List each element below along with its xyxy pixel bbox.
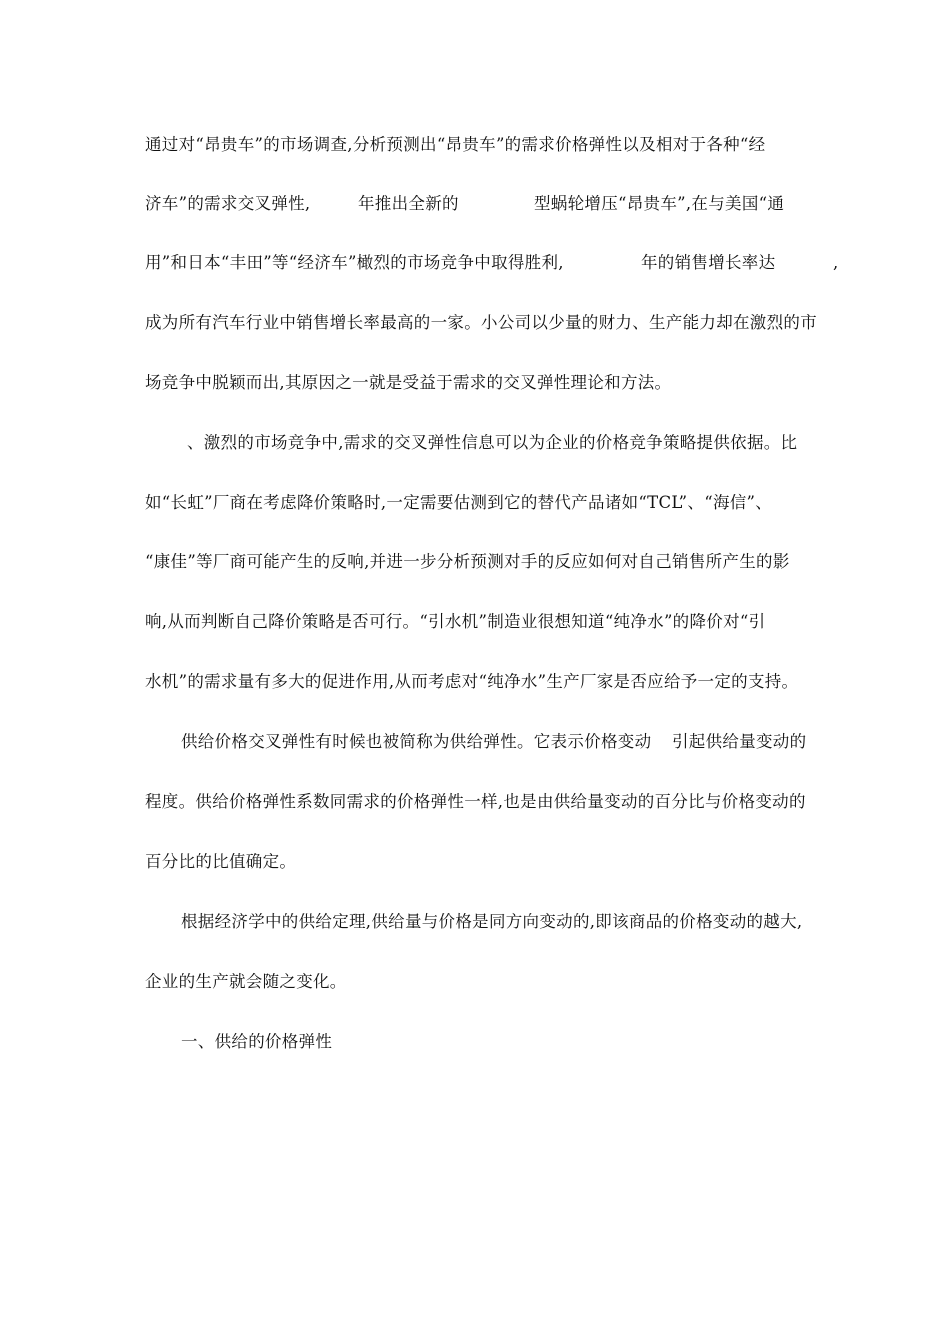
text-line: 企业的生产就会随之变化。 [145, 972, 347, 991]
text-segment: 供给价格交叉弹性有时候也被简称为供给弹性。它表示价格变动 [181, 732, 652, 751]
text-line: 响,从而判断自己降价策略是否可行。“引水机”制造业很想知道“纯净水”的降价对“引 [145, 612, 766, 631]
text-line: “康佳”等厂商可能产生的反响,并进一步分析预测对手的反应如何对自己销售所产生的影 [145, 552, 790, 571]
text-line: 根据经济学中的供给定理,供给量与价格是同方向变动的,即该商品的价格变动的越大, [181, 912, 803, 931]
text-line: 水机”的需求量有多大的促进作用,从而考虑对“纯净水”生产厂家是否应给予一定的支持。 [145, 672, 799, 691]
text-line: 程度。供给价格弹性系数同需求的价格弹性一样,也是由供给量变动的百分比与价格变动的 [145, 792, 806, 811]
text-segment: 型蜗轮增压“昂贵车”,在与美国“通 [534, 194, 785, 213]
text-line [145, 193, 845, 215]
text-line: 成为所有汽车行业中销售增长率最高的一家。小公司以少量的财力、生产能力却在激烈的市 [145, 313, 817, 332]
section-heading: 一、供给的价格弹性 [181, 1032, 333, 1051]
text-line: 如“长虹”厂商在考虑降价策略时,一定需要估测到它的替代产品诸如“TCL”、“海信”、 [145, 493, 773, 512]
text-segment: 年的销售增长率达 [641, 253, 776, 272]
text-line [181, 731, 821, 753]
text-segment: 济车”的需求交叉弹性, [145, 194, 311, 213]
text-line: 、激烈的市场竞争中,需求的交叉弹性信息可以为企业的价格竞争策略提供依据。比 [187, 433, 798, 452]
text-segment: 年推出全新的 [358, 194, 459, 213]
text-segment: 用”和日本“丰田”等“经济车”橄烈的市场竞争中取得胜利, [145, 253, 564, 272]
text-line [145, 252, 845, 274]
text-line: 通过对“昂贵车”的市场调查,分析预测出“昂贵车”的需求价格弹性以及相对于各种“经 [145, 135, 766, 154]
text-segment: , [833, 253, 839, 272]
text-line: 场竞争中脱颖而出,其原因之一就是受益于需求的交叉弹性理论和方法。 [145, 373, 672, 392]
text-line: 百分比的比值确定。 [145, 852, 297, 871]
text-segment: 引起供给量变动的 [672, 732, 807, 751]
